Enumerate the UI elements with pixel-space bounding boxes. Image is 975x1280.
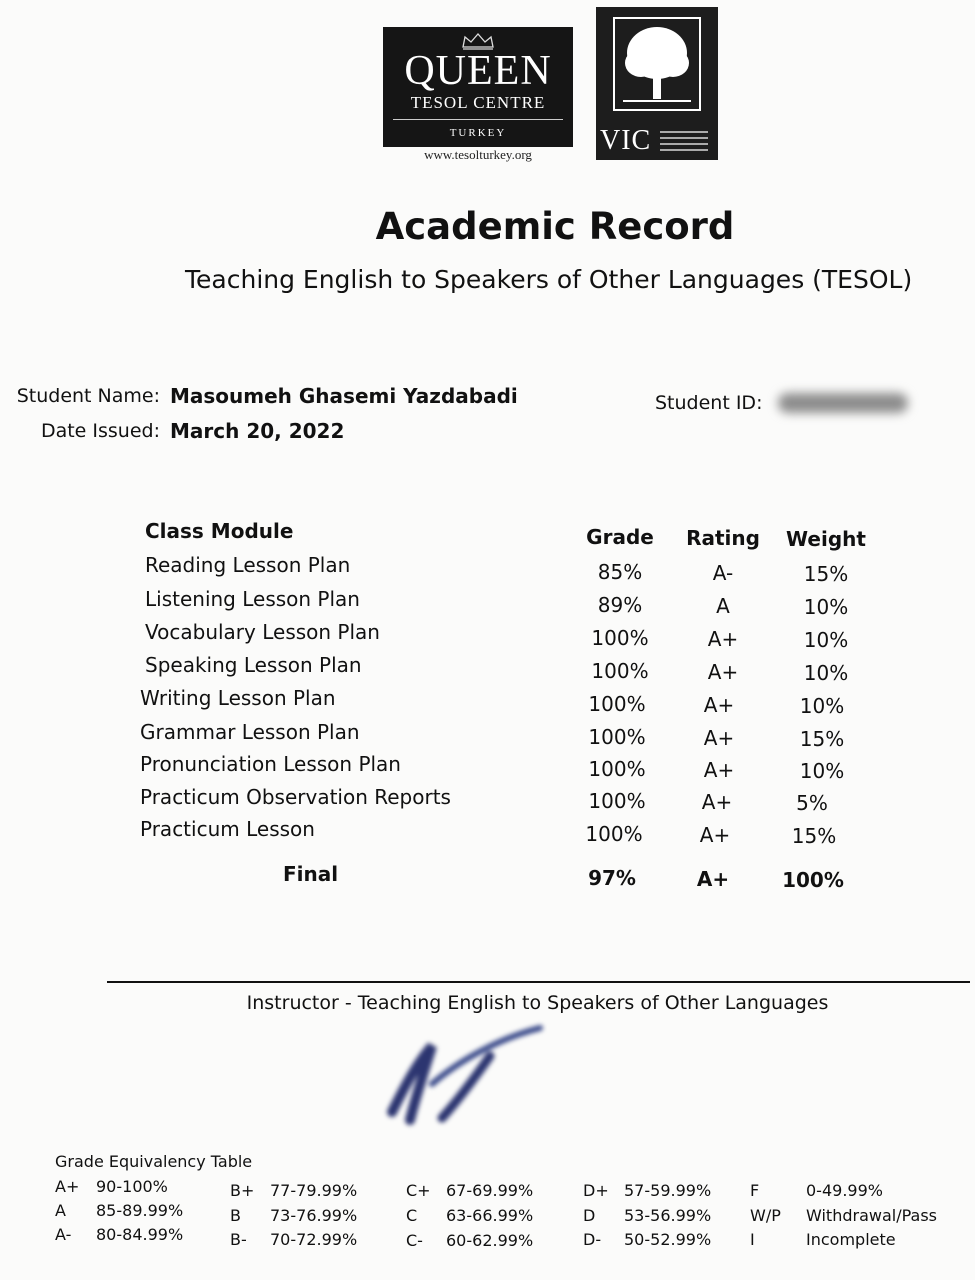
document-subtitle: Teaching English to Speakers of Other Languages (TESOL) [185,265,913,294]
row-weight: 10% [799,694,845,718]
signature-divider [107,981,970,983]
eq-grade: C- [406,1231,423,1250]
queen-tesol-logo [383,27,573,147]
vic-logo [596,7,718,160]
row-weight: 10% [803,661,849,685]
row-module: Practicum Lesson [140,817,315,841]
header-class-module: Class Module [145,519,294,543]
row-rating: A+ [703,758,735,782]
row-weight: 10% [803,595,849,619]
eq-range: 50-52.99% [624,1230,712,1249]
student-id-label: Student ID: [655,392,763,414]
row-rating: A+ [707,627,739,651]
eq-range: 90-100% [96,1177,168,1196]
eq-range: 77-79.99% [270,1181,358,1200]
row-grade: 100% [591,659,649,683]
row-rating: A+ [703,693,735,717]
instructor-caption: Instructor - Teaching English to Speakers of Other Languages [246,992,829,1014]
row-rating: A+ [703,726,735,750]
row-module: Practicum Observation Reports [140,785,451,809]
row-rating: A+ [707,660,739,684]
logo-vic-text: VIC [600,125,652,156]
eq-grade: D- [583,1230,602,1249]
logo-country-text: TURKEY [449,127,507,139]
row-rating: A+ [701,790,733,814]
document-title: Academic Record [375,205,735,248]
row-weight: 15% [791,824,837,848]
row-grade: 100% [588,757,646,781]
row-grade: 100% [591,626,649,650]
row-weight: 10% [803,628,849,652]
logo-tesol-centre-text: TESOL CENTRE [410,93,546,112]
eq-grade: A [55,1201,66,1220]
final-label: Final [283,862,339,886]
eq-range: 63-66.99% [446,1206,534,1225]
row-weight: 10% [799,759,845,783]
equivalency-title: Grade Equivalency Table [55,1152,253,1171]
eq-grade: W/P [750,1206,781,1225]
date-issued: March 20, 2022 [170,419,345,443]
final-rating: A+ [696,867,730,891]
eq-range: Incomplete [806,1230,896,1249]
row-module: Writing Lesson Plan [140,686,336,710]
row-module: Reading Lesson Plan [145,553,351,577]
row-grade: 89% [597,593,643,617]
row-weight: 5% [796,791,828,815]
eq-range: 60-62.99% [446,1231,534,1250]
student-id-redacted [778,393,908,413]
eq-range: 53-56.99% [624,1206,712,1225]
row-grade: 100% [588,725,646,749]
eq-range: Withdrawal/Pass [806,1206,937,1225]
eq-grade: I [750,1230,755,1249]
row-grade: 85% [597,560,643,584]
row-module: Pronunciation Lesson Plan [140,752,401,776]
eq-grade: F [750,1181,760,1200]
instructor-signature [380,1020,560,1130]
eq-grade: C+ [406,1181,431,1200]
row-rating: A+ [699,823,731,847]
logo-url: www.tesolturkey.org [424,147,532,162]
header-weight: Weight [786,527,866,551]
header-grade: Grade [586,525,654,549]
student-name: Masoumeh Ghasemi Yazdabadi [170,384,518,408]
eq-range: 57-59.99% [624,1181,712,1200]
row-rating: A- [712,561,734,585]
eq-grade: B- [230,1230,247,1249]
final-grade: 97% [588,866,636,890]
row-grade: 100% [588,692,646,716]
eq-range: 73-76.99% [270,1206,358,1225]
date-issued-label: Date Issued: [40,420,160,442]
row-module: Grammar Lesson Plan [140,720,360,744]
eq-grade: B+ [230,1181,255,1200]
eq-range: 85-89.99% [96,1201,184,1220]
eq-grade: C [406,1206,418,1225]
row-weight: 15% [799,727,845,751]
eq-grade: A- [55,1225,72,1244]
eq-grade: B [230,1206,241,1225]
eq-grade: D+ [583,1181,609,1200]
student-name-label: Student Name: [16,385,160,407]
final-weight: 100% [782,868,844,892]
logo-queen-text: QUEEN [404,48,552,94]
eq-grade: A+ [55,1177,80,1196]
tree-icon [613,17,701,111]
row-grade: 100% [588,789,646,813]
row-grade: 100% [585,822,643,846]
row-module: Listening Lesson Plan [145,587,360,611]
row-rating: A [716,594,730,618]
eq-grade: D [583,1206,596,1225]
header-rating: Rating [686,526,760,550]
row-module: Speaking Lesson Plan [145,653,362,677]
eq-range: 0-49.99% [806,1181,883,1200]
eq-range: 70-72.99% [270,1230,358,1249]
eq-range: 67-69.99% [446,1181,534,1200]
row-module: Vocabulary Lesson Plan [145,620,380,644]
eq-range: 80-84.99% [96,1225,184,1244]
row-weight: 15% [803,562,849,586]
